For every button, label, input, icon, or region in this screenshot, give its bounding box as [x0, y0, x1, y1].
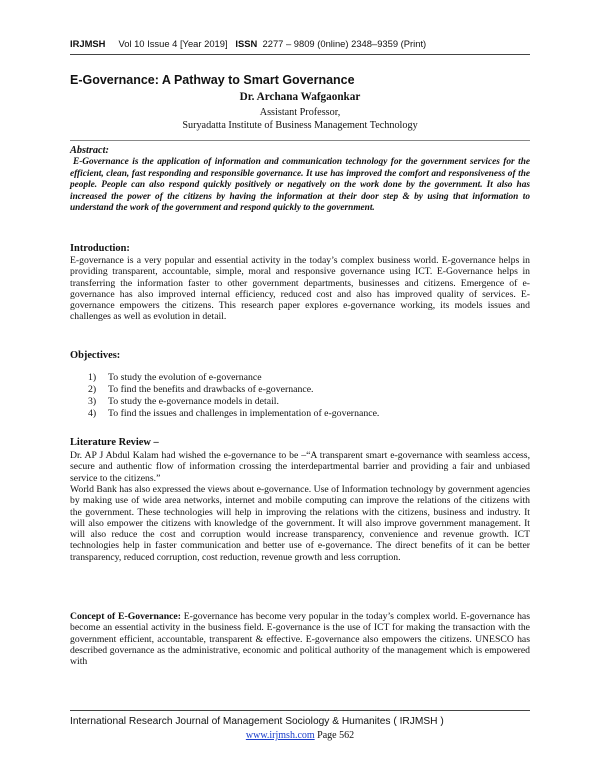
page-number: Page 562	[317, 730, 355, 741]
list-item: 2) To find the benefits and drawbacks of e-governance.	[88, 383, 314, 395]
footer-line	[70, 730, 530, 741]
author-position: Assistant Professor,	[259, 107, 341, 118]
concept-text: E-governance has become very popular in the today’s complex world. E-governance has become an essential activity in the business field. E-governance is the use of ICT for making the transaction with the government efficient, accountable, transparent & effective. E-governance also empowers the citizens. UNESCO has described governance as the administrative, economic and political authority of the management which is empowered with	[70, 611, 530, 668]
journal-abbr: IRJMSH	[70, 38, 106, 49]
concept-heading: Concept of E-Governance:	[70, 611, 181, 622]
paper-title: E-Governance: A Pathway to Smart Governance	[70, 73, 355, 87]
abstract-label: Abstract:	[70, 145, 109, 156]
footer-journal: International Research Journal of Management Sociology & Humanites ( IRJMSH )	[70, 716, 444, 727]
footer-divider	[70, 710, 530, 711]
issn-value: 2277 – 9809 (0nline) 2348–9359 (Print)	[262, 38, 427, 49]
objectives-heading: Objectives:	[70, 350, 121, 361]
abstract-text: E-Governance is the application of information and communication technology for the government services for the efficient, clean, fast responding and responsible governance. It use has improved the comfort and responsiveness of the people. People can also respond quickly positively or negatively on the work done by the government. It also has increased the power of the citizens by having the information at their door step & by using that information to understand the work of the government and respond quickly to the government.	[70, 157, 530, 213]
concept-paragraph	[70, 611, 530, 667]
volume-info: Vol 10 Issue 4 [Year 2019]	[118, 38, 228, 49]
list-item: 3) To study the e-governance models in detail.	[88, 395, 279, 407]
list-item: 1) To study the evolution of e-governance	[88, 372, 262, 383]
introduction-text: E-governance is a very popular and essential activity in the today’s complex business world. E-governance helps in providing transparent, accountable, simple, moral and responsive governance using ICT. E-Governance helps in transferring the information faster to other government departments, businesses and citizens. Emergence of e-governance has also improved internal efficiency, reduced cost and also has improved quality of services. E-governance empowers the citizens. This research paper explores e-governance working, its models issues and challenges as well as evolution in detail.	[70, 255, 530, 323]
header-divider	[70, 54, 530, 55]
author-name: Dr. Archana Wafgaonkar	[239, 91, 361, 103]
running-header	[70, 38, 426, 49]
journal-url-link[interactable]: www.irjmsh.com	[245, 730, 315, 741]
literature-heading: Literature Review –	[70, 437, 159, 448]
literature-para-1: Dr. AP J Abdul Kalam had wished the e-governance to be –“A transparent smart e-governance with seamless access, secure and authentic flow of information crossing the interdepartmental barrier and providing a fair and unbiased service to the citizens.”	[70, 450, 530, 484]
list-item: 4) To find the issues and challenges in implementation of e-governance.	[88, 407, 380, 419]
author-institution: Suryadatta Institute of Business Management Technology	[182, 120, 418, 131]
objectives-list	[88, 372, 379, 420]
title-divider	[70, 140, 530, 141]
introduction-heading: Introduction:	[70, 243, 130, 254]
literature-para-2: World Bank has also expressed the views about e-governance. Use of Information technology by government agencies by making use of wide area networks, internet and mobile computing can improve the relations of the citizens with the government. These technologies will help in improving the relations with the citizens, business and industry. It will also empower the citizens with knowledge of the government. It will also improve government management. It will also reduce the cost and corruption would increase transparency, convenience and revenue growth. ICT technologies help in faster communication and better use of e-governance. The direct benefits of it can be better transparency, reduced corruption, cost reduction, revenue growth and less corruption.	[70, 484, 530, 563]
issn-label: ISSN	[235, 38, 258, 49]
